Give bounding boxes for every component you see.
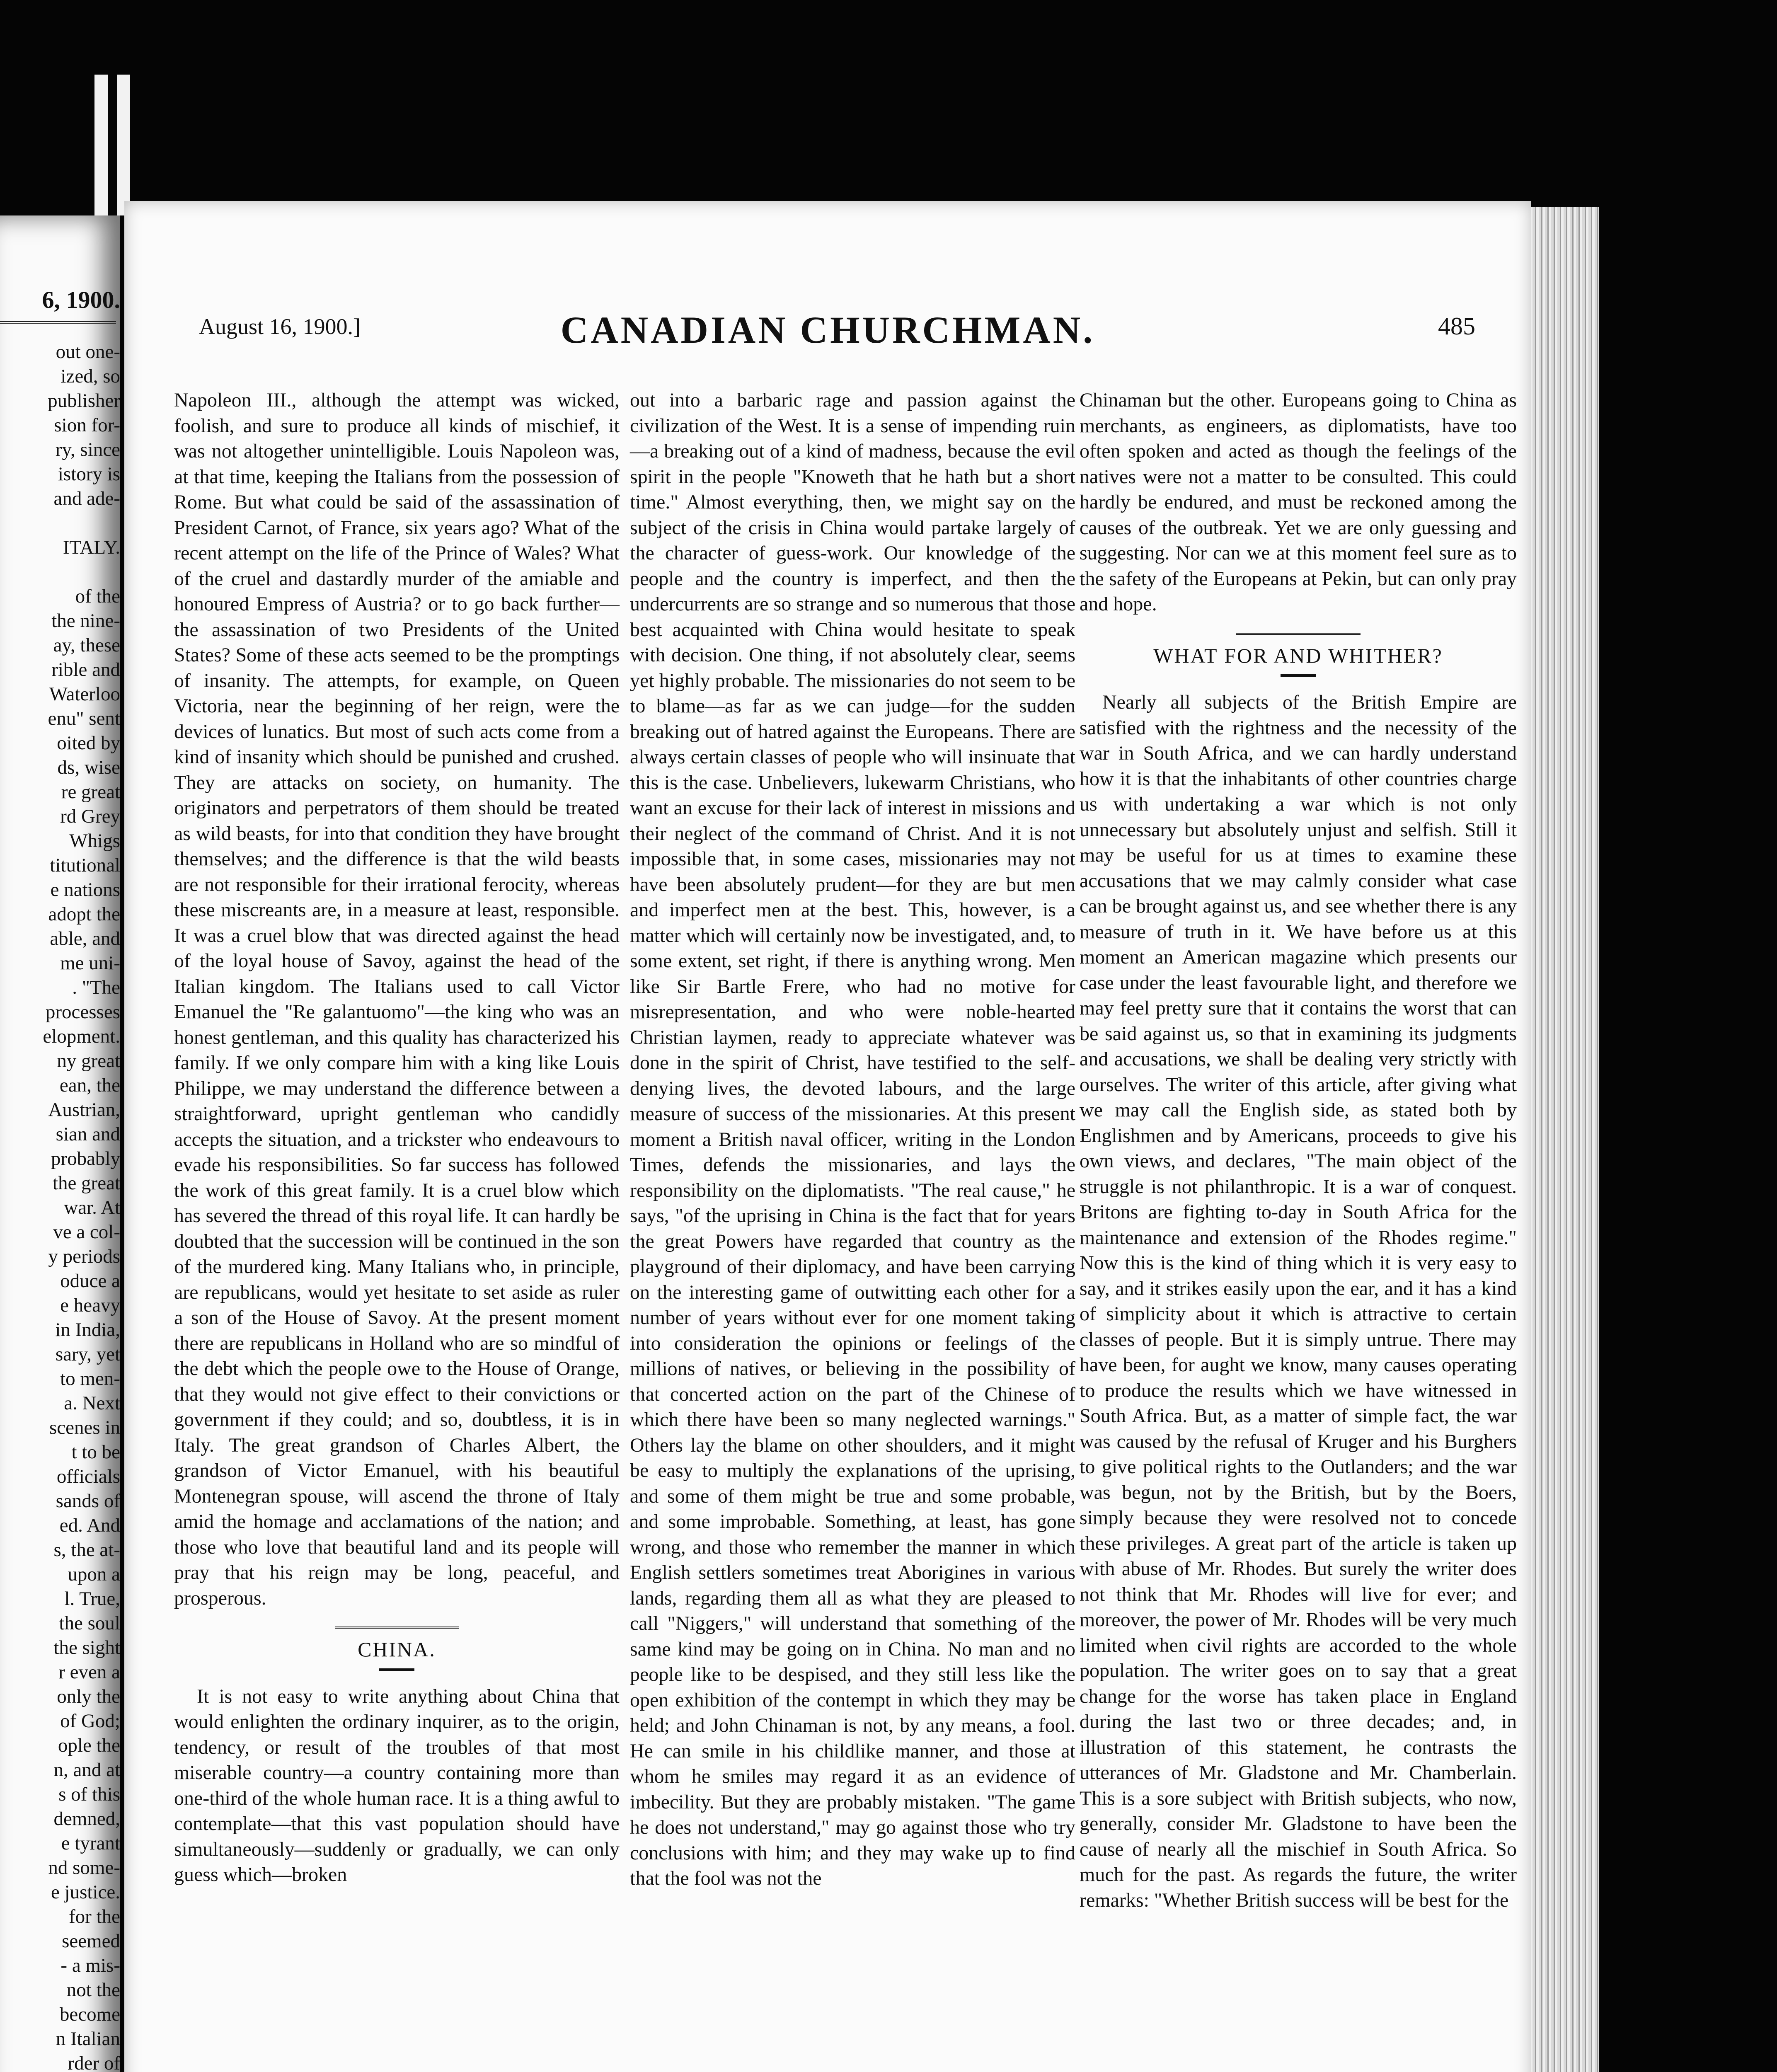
previous-page-line: oduce a bbox=[60, 1270, 120, 1292]
previous-page-line: ve a col- bbox=[53, 1221, 120, 1243]
previous-page-line: of God; bbox=[60, 1710, 120, 1732]
previous-page-line: officials bbox=[56, 1466, 120, 1487]
page-number: 485 bbox=[1438, 312, 1475, 340]
previous-page-line: a. Next bbox=[64, 1392, 120, 1414]
previous-page-line: war. At bbox=[64, 1197, 120, 1218]
previous-page-line: . "The bbox=[72, 977, 120, 998]
previous-page-line: in India, bbox=[55, 1319, 120, 1341]
previous-page-line: rible and bbox=[51, 659, 120, 680]
previous-page-rule bbox=[0, 321, 116, 324]
previous-page-line: upon a bbox=[68, 1564, 120, 1585]
article-paragraph: out into a barbaric rage and passion against the civilization of the West. It is a sense of impending ruin—a breaking out of a kind of madness, because the evil spirit in the people "Knoweth that he hath but a short time." Almost everything, then, we might say on the subject of the crisis in China would partake largely of the character of guess-work. Our knowledge of the people and the country is imperfect, and then the undercurrents are so strange and so numerous that those best acquainted with China would hesitate to speak with decision. One thing, if not absolutely clear, seems yet highly probable. The missionaries do not seem to be to blame—as far as we can judge—for the sudden breaking out of hatred against the Europeans. There are always certain classes of people who will insinuate that this is the case. Unbelievers, lukewarm Christians, who want an excuse for their lack of interest in missions and their neglect of the command of Christ. And it is not impossible that, in some cases, missionaries may not have been absolutely prudent—for they are but men and imperfect men at the best. This, however, is a matter which will certainly now be investigated, and, to some extent, set right, if there is anything wrong. Men like Sir Bartle Frere, who had no motive for misrepresentation, and who were noble-hearted Christian laymen, ready to appreciate whatever was done in the spirit of Christ, have testified to the self-denying lives, the devoted labours, and the large measure of success of the missionaries. At this present moment a British naval officer, writing in the London Times, defends the missionaries, and lays the responsibility on the diplomatists. "The real cause," he says, "of the uprising in China is the fact that for years the great Powers have regarded that country as the playground of their diplomacy, and have been carrying on the interesting game of outwitting each other for a number of years without ever for one moment taking into consideration the opinions or feelings of the millions of natives, or believing in the possibility of that concerted action on the part of the Chinese of which there have been so many neglected warnings." Others lay the blame on other shoulders, and it might be easy to multiply the explanations of the uprising, and some of them might be true and some probable, and some improbable. Something, at least, has gone wrong, and those who remember the manner in which English settlers sometimes treat Aborigines in various lands, regarding them all as what they are pleased to call "Niggers," will understand that something of the same kind may be going on in China. No man and no people like to be despised, and they still less like the open exhibition of the contempt in which they may be held; and John Chinaman is not, by any means, a fool. He can smile in his childlike manner, and those at whom he smiles may regard it as an evidence of imbecility. But they are probably mistaken. "The game he does not understand," may go against those who try conclusions with him; and they may wake up to find that the fool was not the bbox=[630, 389, 1075, 1889]
film-guide-bar bbox=[117, 75, 130, 215]
previous-page-line: elopment. bbox=[43, 1026, 120, 1047]
previous-page-line: ds, wise bbox=[57, 757, 120, 778]
previous-page-line: ry, since bbox=[55, 439, 120, 460]
article-paragraph: Napoleon III., although the attempt was wicked, foolish, and sure to produce all kinds of mischief, it was not altogether unintelligible. Louis Napoleon was, at that time, keeping the Italians from the possession of Rome. But what could be said of the assassination of President Carnot, of France, six years ago? What of the recent attempt on the life of the Prince of Wales? What of the cruel and dastardly murder of the amiable and honoured Empress of Austria? or to go back further—the assassination of two Presidents of the United States? Some of these acts seemed to be the promptings of insanity. The attempts, for example, on Queen Victoria, near the beginning of her reign, were the devices of lunatics. But most of such acts come from a kind of insanity which should be punished and crushed. They are attacks on society, on humanity. The originators and perpetrators of them should be treated as wild beasts, for into that condition they have brought themselves; and the difference is that the wild beasts are not responsible for their irrational ferocity, whereas these miscreants are, in a measure at least, responsible. It was a cruel blow that was directed against the head of the loyal house of Savoy, against the head of the Italian kingdom. The Italians used to call Victor Emanuel the "Re galantuomo"—the king who was an honest gentleman, and this quality has characterized his family. If we only compare him with a king like Louis Philippe, we may understand the difference between a straightforward, upright gentleman who candidly accepts the situation, and a trickster who endeavours to evade his responsibilities. So far success has followed the work of this great family. It is a cruel blow which has severed the thread of this royal life. It can hardly be doubted that the succession will be continued in the son of the murdered king. Many Italians who, in principle, are republicans, would yet hesitate to set aside as ruler a son of the House of Savoy. At the present moment there are republicans in Holland who are so mindful of the debt which the people owe to the House of Orange, that they would not give effect to their convictions or government if they could; and so, doubtless, it is in Italy. The great grandson of Charles Albert, the grandson of Victor Emanuel, with his beautiful Montenegran spouse, will ascend the throne of Italy amid the homage and acclamations of the nation; and those who love that beautiful land and its people will pray that his reign may be long, peaceful, and prosperous. bbox=[174, 389, 620, 1609]
section-divider bbox=[1236, 633, 1361, 635]
column-1 bbox=[174, 387, 620, 1888]
previous-page-line: nd some- bbox=[48, 1857, 120, 1878]
previous-page-line: ITALY. bbox=[63, 537, 120, 558]
previous-page-line: sary, yet bbox=[55, 1343, 120, 1365]
previous-page-line: and ade- bbox=[53, 488, 120, 509]
previous-page-line: istory is bbox=[58, 463, 120, 485]
previous-page-line: enu" sent bbox=[48, 708, 120, 729]
previous-page-line: ized, so bbox=[61, 366, 120, 387]
previous-page-line: s, the at- bbox=[53, 1539, 120, 1561]
previous-page-line: sion for- bbox=[54, 414, 120, 436]
previous-page-line: s of this bbox=[58, 1784, 120, 1805]
previous-page-line: to men- bbox=[60, 1368, 120, 1389]
section-heading-china: CHINA. bbox=[358, 1638, 436, 1661]
section-underline bbox=[379, 1668, 414, 1671]
previous-page-line: me uni- bbox=[60, 952, 120, 974]
previous-page-line: sian and bbox=[56, 1123, 120, 1145]
previous-page-line: e tyrant bbox=[61, 1832, 120, 1854]
previous-page-line: Austrian, bbox=[48, 1099, 120, 1121]
previous-page-line: y periods bbox=[48, 1246, 120, 1267]
column-2 bbox=[630, 387, 1075, 1891]
previous-page-line: ny great bbox=[57, 1050, 120, 1072]
previous-page-line: t to be bbox=[71, 1441, 120, 1463]
previous-page-line: not the bbox=[66, 1979, 120, 2001]
previous-page-line: seemed bbox=[62, 1930, 120, 1952]
previous-page-line: of the bbox=[75, 586, 120, 607]
previous-page-line: ean, the bbox=[59, 1075, 120, 1096]
previous-page-line bbox=[4, 511, 120, 535]
previous-page-line: n, and at bbox=[53, 1759, 120, 1781]
newspaper-page bbox=[124, 201, 1531, 2072]
previous-page-line: e nations bbox=[50, 879, 120, 900]
previous-page-line: e heavy bbox=[60, 1295, 120, 1316]
previous-page-line: able, and bbox=[50, 928, 120, 949]
previous-page-line: rd Grey bbox=[60, 806, 120, 827]
previous-page-line: - a mis- bbox=[61, 1955, 120, 1976]
previous-page-line: ay, these bbox=[53, 634, 120, 656]
previous-page-line: n Italian bbox=[56, 2028, 120, 2050]
previous-page-line: become bbox=[59, 2004, 120, 2025]
previous-page-line: the sight bbox=[53, 1637, 120, 1658]
previous-page-line: the nine- bbox=[51, 610, 120, 632]
previous-page-line: scenes in bbox=[49, 1417, 120, 1438]
previous-page-line: ed. And bbox=[59, 1515, 120, 1536]
previous-page-line: sands of bbox=[56, 1490, 120, 1512]
previous-page-line: demned, bbox=[53, 1808, 120, 1830]
previous-page-line: the great bbox=[52, 1172, 120, 1194]
article-paragraph: It is not easy to write anything about China that would enlighten the ordinary inquirer, as to the origin, tendency, or result of the troubles of that most miserable country—a country containing more than one-third of the whole human race. It is a thing awful to contemplate—that this vast population should have simultaneously—suddenly or gradually, we can only guess which—broken bbox=[174, 1685, 620, 1886]
previous-page-line: ople the bbox=[58, 1735, 120, 1756]
article-paragraph: Chinaman but the other. Europeans going to China as merchants, as engineers, as diplomatists, have too often spoken and acted as though the feelings of the natives were not a matter to be consulted. This could hardly be endured, and must be reckoned among the causes of the outbreak. Yet we are only guessing and suggesting. Nor can we at this moment feel sure as to the safety of the Europeans at Pekin, but can only pray and hope. bbox=[1080, 389, 1517, 615]
column-3 bbox=[1080, 387, 1517, 1913]
previous-page-line: e justice. bbox=[51, 1881, 120, 1903]
previous-page-line: probably bbox=[51, 1148, 120, 1169]
previous-page-line: re great bbox=[61, 781, 120, 803]
previous-page-line: r even a bbox=[58, 1661, 120, 1683]
previous-page-text bbox=[4, 340, 120, 2072]
section-divider bbox=[335, 1627, 459, 1629]
previous-page-line: only the bbox=[57, 1686, 120, 1707]
previous-page-line: adopt the bbox=[48, 903, 120, 925]
previous-page-line: titutional bbox=[50, 854, 120, 876]
masthead-title: CANADIAN CHURCHMAN. bbox=[560, 309, 1095, 351]
previous-page-line: out one- bbox=[56, 341, 120, 363]
previous-page-line: processes bbox=[45, 1001, 120, 1023]
article-paragraph: Nearly all subjects of the British Empire are satisfied with the rightness and the necessity of the war in South Africa, and we can hardly understand how it is that the inhabitants of other countries charge us with undertaking a war which is not only unnecessary but absolutely unjust and selfish. Still it may be useful for us at times to examine these accusations that we may calmly consider what case can be brought against us, and see whether there is any measure of truth in it. We have before us at this moment an American magazine which presents our case under the least favourable light, and therefore we may feel pretty sure that it contains the worst that can be said against us, so that in examining its judgments and accusations, we shall be dealing very strictly with ourselves. The writer of this article, after giving what we may call the English side, as stated both by Englishmen and by Americans, proceeds to give his own views, and declares, "The main object of the struggle is not philanthropic. It is a war of conquest. Britons are fighting to-day in South Africa for the maintenance and extension of the Rhodes regime." Now this is the kind of thing which it is very easy to say, and it strikes easily upon the ear, and it has a kind of simplicity about it which is attractive to certain classes of people. But it is simply untrue. There may have been, for aught we know, many causes operating to produce the results which we have witnessed in South Africa. But, as a matter of simple fact, the war was caused by the refusal of Kruger and his Burghers to give political rights to the Outlanders; and the war was begun, not by the British, but by the Boers, simply because they were resolved not to concede these privileges. A great part of the article is taken up with abuse of Mr. Rhodes. But surely the writer does not think that Mr. Rhodes will live for ever; and moreover, the power of Mr. Rhodes will be very much limited when civil rights are accorded to the whole population. The writer goes on to say that a great change for the worse has taken place in England during the last two or three decades; and, in illustration of this statement, he contrasts the utterances of Mr. Gladstone and Mr. Chamberlain. This is a sore subject with British subjects, who now, generally, consider Mr. Gladstone to have been the cause of nearly all the mischief in South Africa. So much for the past. As regards the future, the writer remarks: "Whether British success will be best for the bbox=[1080, 691, 1517, 1911]
previous-page-line: Waterloo bbox=[49, 683, 120, 705]
previous-page-line: oited by bbox=[57, 732, 120, 754]
previous-page-date: 6, 1900. bbox=[42, 286, 120, 313]
film-guide-bar bbox=[94, 75, 108, 215]
section-heading-what-for-and-whither: WHAT FOR AND WHITHER? bbox=[1153, 644, 1443, 667]
previous-page-line: for the bbox=[69, 1906, 120, 1927]
previous-page-line: Whigs bbox=[69, 830, 120, 852]
issue-date: August 16, 1900.] bbox=[199, 314, 361, 339]
previous-page-line: rder of bbox=[68, 2053, 120, 2072]
previous-page-edge bbox=[0, 215, 120, 2072]
previous-page-line: l. True, bbox=[64, 1588, 120, 1610]
previous-page-line: publisher bbox=[48, 390, 120, 411]
previous-page-line: the soul bbox=[59, 1612, 120, 1634]
section-underline bbox=[1281, 674, 1316, 677]
previous-page-line bbox=[4, 560, 120, 584]
